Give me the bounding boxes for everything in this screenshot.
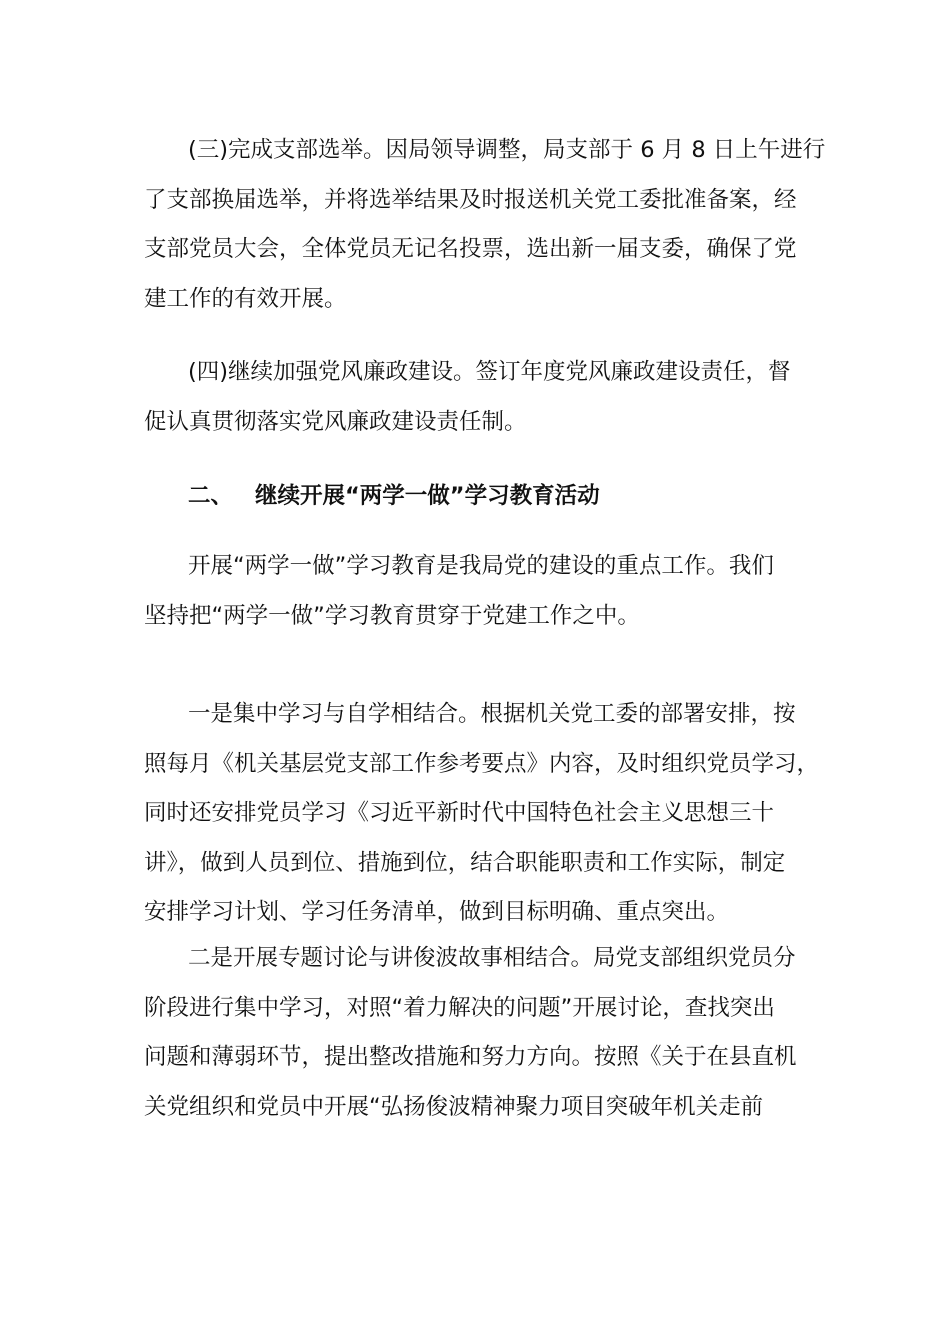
text-line: 阶段进行集中学习，对照“着力解决的问题”开展讨论，查找突出 [144, 994, 775, 1021]
section-number: 二、 [188, 483, 234, 509]
text-line: (三)完成支部选举。因局领导调整，局支部于 6 月 8 日上午进行 [188, 137, 826, 163]
section-title: 继续开展“两学一做”学习教育活动 [255, 483, 600, 509]
text-line: 了支部换届选举，并将选举结果及时报送机关党工委批准备案，经 [144, 186, 797, 213]
text-line: 支部党员大会，全体党员无记名投票，选出新一届支委，确保了党 [144, 236, 797, 262]
text-line: (四)继续加强党风廉政建设。签订年度党风廉政建设责任，督 [188, 359, 791, 385]
text-line: 坚持把“两学一做”学习教育贯穿于党建工作之中。 [144, 602, 640, 629]
text-line: 关党组织和党员中开展“弘扬俊波精神聚力项目突破年机关走前 [144, 1093, 764, 1120]
paragraph-intro [144, 542, 824, 641]
text-line: 照每月《机关基层党支部工作参考要点》内容，及时组织党员学习， [144, 750, 820, 777]
text-line: 安排学习计划、学习任务清单，做到目标明确、重点突出。 [144, 899, 730, 925]
paragraph-integrity [144, 348, 824, 447]
text-line: 促认真贯彻落实党风廉政建设责任制。 [144, 408, 527, 435]
text-line: 同时还安排党员学习《习近平新时代中国特色社会主义思想三十 [144, 800, 775, 826]
paragraph-election [144, 126, 824, 324]
text-line: 开展“两学一做”学习教育是我局党的建设的重点工作。我们 [188, 553, 774, 579]
paragraph-study [144, 690, 824, 938]
text-line: 讲》，做到人员到位、措施到位，结合职能职责和工作实际，制定 [144, 849, 786, 876]
text-line: 建工作的有效开展。 [144, 285, 347, 312]
text-line: 问题和薄弱环节，提出整改措施和努力方向。按照《关于在县直机 [144, 1044, 797, 1070]
text-line: 二是开展专题讨论与讲俊波故事相结合。局党支部组织党员分 [188, 945, 796, 971]
section-heading [188, 472, 600, 522]
paragraph-discussion [144, 934, 824, 1132]
text-line: 一是集中学习与自学相结合。根据机关党工委的部署安排，按 [188, 701, 796, 727]
